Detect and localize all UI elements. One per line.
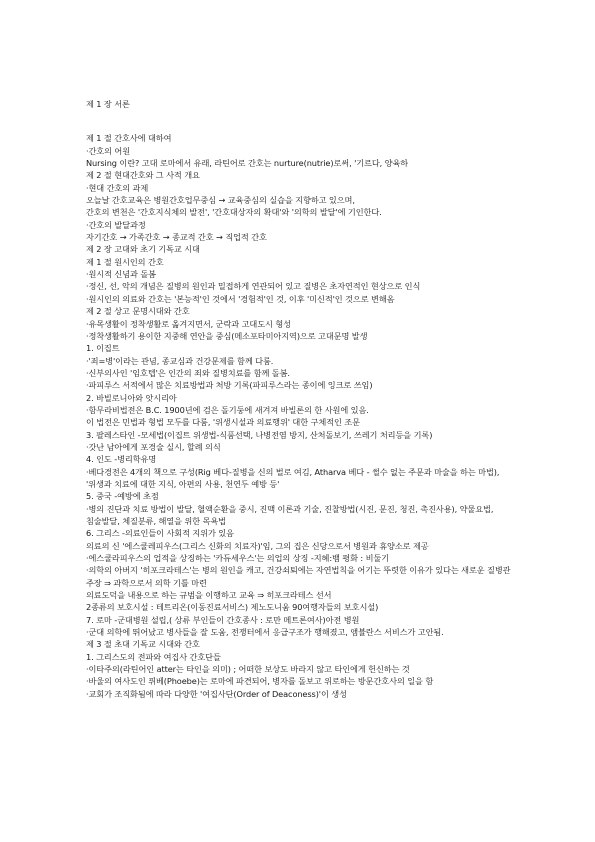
document-line: ·간호의 발달과정 <box>86 219 146 230</box>
spacer <box>86 120 511 132</box>
document-line: ·간호의 어원 <box>86 145 131 156</box>
document-line: ·교회가 조직화됨에 따라 다양한 '여집사단(Order of Deaconess)'이 생성 <box>86 688 347 699</box>
document-line: 7. 로마 -군대병원 설립,( 상류 부인들이 간호종사 : 로만 메트론여사)아전 병원 <box>86 614 360 625</box>
document-line: 5. 중국 -예방에 초점 <box>86 491 159 502</box>
document-line: ·군대 의학에 뛰어났고 병사들을 잘 도움, 전쟁터에서 응급구조가 행해졌고, 앰뷸란스 서비스가 고안됨. <box>86 627 444 638</box>
document-line: ·신부의사인 '임호텝'은 인간의 죄와 질병치료를 함께 돌봄. <box>86 367 290 378</box>
document-line: ·현대 간호의 과제 <box>86 182 149 193</box>
document-line: ·바울의 여사도인 퓌베(Phoebe)는 로마에 파견되어, 병자를 돌보고 위로하는 방문간호사의 일을 함 <box>86 676 434 687</box>
document-line: 4. 인도 -병리학유명 <box>86 454 157 465</box>
document-line: 1. 이집트 <box>86 343 120 354</box>
document-line: ·베다경전은 4개의 책으로 구성(Rig 베다-질병을 신의 벌로 여김, Atharva 베다 - 썰수 없는 주문과 마술을 하는 마법), '위생과 치료에 대한 지식, 아편의 사용, 천연두 예방 등' <box>86 466 500 489</box>
document-line: 제 1 절 원시인의 간호 <box>86 256 164 267</box>
document-line: 제 2 절 현대간호와 그 사적 개요 <box>86 170 200 181</box>
document-line: ·정착생활하기 용이한 지중해 연안을 중심(메소포타미아지역)으로 고대문명 발생 <box>86 330 368 341</box>
document-line: Nursing 이란? 고대 로마에서 유래, 라틴어로 간호는 nurture(nutrie)로써, '기르다, 양육하 <box>86 158 409 169</box>
document-line: ·유목생활이 정착생활로 옮겨지면서, 군락과 고대도시 형성 <box>86 318 291 329</box>
document-line: ·정신, 선, 악의 개념은 질병의 원인과 밀접하게 연관되어 있고 질병은 초자연적인 현상으로 인식 <box>86 281 421 292</box>
document-line: ·파피루스 서적에서 많은 치료방법과 처방 기록(파피루스라는 종이에 잉크로 쓰임) <box>86 380 373 391</box>
document-line: 자기간호 → 가족간호 → 종교적 간호 → 직업적 간호 <box>86 232 267 243</box>
document-line: 제 2 장 고대와 초기 기독교 시대 <box>86 244 200 255</box>
document-line: 제 1 절 간호사에 대하여 <box>86 133 172 144</box>
document-body <box>86 132 511 700</box>
document-line: ·함무라비법전은 B.C. 1900년에 검은 돌기둥에 새겨져 바빌론의 한 사원에 있음. <box>86 404 369 415</box>
document-line: 제 2 절 상고 문명시대와 간호 <box>86 306 190 317</box>
document-line: 이 법전은 민법과 형법 모두를 다룸, '위생시설과 의료행위' 대한 구체적인 조문 <box>86 417 360 428</box>
document-line: 2종류의 보호시설 : 테트리온(이동진료서비스) 제노도니움 90여행자들의 보호시설) <box>86 602 379 613</box>
document-line: ·이타주의(라틴어인 atter는 타인을 의미) ; 어떠한 보상도 바라지 않고 타인에게 헌신하는 것 <box>86 664 410 675</box>
document-page <box>86 98 511 700</box>
document-line: 3. 팔레스타인 -모세법(이집트 위생법-식품선택, 나병전염 방지, 산처돌보기, 쓰레기 처리등을 기록) <box>86 429 433 440</box>
document-line: 의료도덕을 내용으로 하는 규범을 이행하고 교육 ⇒ 히포크라테스 선서 <box>86 590 332 601</box>
document-line: 간호의 변천은 '간호지식체의 발전', '간호대상자의 확대'와 '의학의 발달'에 기인한다. <box>86 207 382 218</box>
document-line: ·원시적 신념과 돌봄 <box>86 269 156 280</box>
document-line: ·에스쿨라피우스의 업적을 상징하는 '카듀세우스'는 의업의 상징 -지혜:뱀 평화 : 비둘기 <box>86 553 390 564</box>
document-line: 6. 그리스 -의료인들이 사회적 지위가 있음 <box>86 528 234 539</box>
document-line: 1. 그리스도의 전파와 여집사 간호단들 <box>86 651 221 662</box>
document-line: 의료의 신 '에스쿨레피우스(그리스 신화의 치료자)'임, 그의 집은 신당으로서 병원과 휴양소로 제공 <box>86 540 429 551</box>
document-line: 오늘날 간호교육은 병원간호업무중심 → 교육중심의 실습을 지향하고 있으며, <box>86 195 355 206</box>
document-line: ·'죄=병'이라는 관념, 종교심과 건강문제를 함께 다룸. <box>86 355 274 366</box>
document-line: 제 3 절 초대 기독교 시대와 간호 <box>86 639 200 650</box>
document-line: ·병의 진단과 치료 방법이 발달, 혈액순환을 중시, 진맥 이론과 기술, 진찰방법(시진, 문진, 청진, 촉진사용), 약물요법, 침술발달, 체질분류, 해열을 위한 목욕법 <box>86 503 494 526</box>
document-line: 2. 바빌로니아와 앗시리아 <box>86 392 177 403</box>
chapter-title: 제 1 장 서론 <box>86 99 130 109</box>
document-line: ·갓난 남아에게 포경술 실시, 할례 의식 <box>86 441 221 452</box>
document-line: ·의학의 아버지 '히포크라테스'는 병의 원인을 캐고, 건강쇠퇴에는 자연법칙을 어기는 뚜렷한 이유가 있다는 새로운 질병관 주장 ⇒ 과학으로서 의학 기틀 마련 <box>86 565 511 588</box>
document-line: ·원시인의 의료와 간호는 '본능적'인 것에서 '경험적'인 것, 이후 '미신적'인 것으로 변해옴 <box>86 293 395 304</box>
